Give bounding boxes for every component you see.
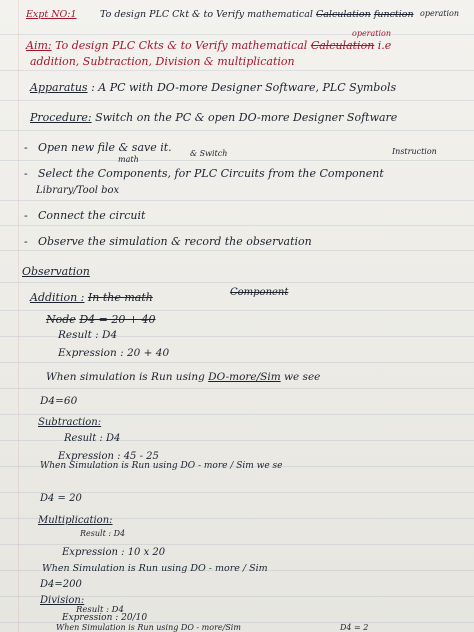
procedure-step-continued: Library/Tool box <box>36 185 120 196</box>
ruled-line <box>0 282 474 283</box>
margin-line <box>18 0 19 632</box>
procedure-step: - Observe the simulation & record the observation <box>24 235 312 248</box>
insert-switch: & Switch <box>190 149 228 158</box>
procedure-line: Procedure: Switch on the PC & open DO-more Designer Software <box>30 111 398 124</box>
insert-math: math <box>118 155 139 164</box>
addition-value: D4=60 <box>40 395 78 407</box>
addition-component: Component <box>230 287 289 298</box>
division-heading: Division: <box>40 595 85 606</box>
expt-number: Expt NO:1 <box>26 9 77 20</box>
struck-word: function <box>373 9 414 20</box>
addition-simulation: When simulation is Run using DO-more/Sim we see <box>46 371 321 383</box>
procedure-step: - Open new file & save it. <box>24 141 172 154</box>
multiplication-expression: Expression : 10 x 20 <box>62 547 166 558</box>
ruled-line <box>0 388 474 389</box>
ruled-line <box>0 362 474 363</box>
division-simulation: When Simulation is Run using DO - more/Sim <box>56 623 241 632</box>
struck-word: In the math <box>87 291 153 304</box>
subtraction-result: Result : D4 <box>64 433 121 444</box>
inserted-word-operation: operation <box>352 29 392 38</box>
ruled-line <box>0 70 474 71</box>
ruled-line <box>0 34 474 35</box>
addition-expression: Expression : 20 + 40 <box>58 347 170 359</box>
subtraction-simulation: When Simulation is Run using DO - more / Sim we se <box>40 461 283 471</box>
subtraction-heading: Subtraction: <box>38 417 102 428</box>
division-value: D4 = 2 <box>340 623 369 632</box>
ruled-line <box>0 160 474 161</box>
ruled-line <box>0 100 474 101</box>
multiplication-value: D4=200 <box>40 579 82 590</box>
subtraction-value: D4 = 20 <box>40 493 82 504</box>
aim-line: Aim: To design PLC Ckts & to Verify mathematical Calculation i.e <box>26 39 392 52</box>
struck-word: Calculation <box>315 9 371 20</box>
procedure-step: - Connect the circuit <box>24 209 146 222</box>
aim-line-2: addition, Subtraction, Division & multiplication <box>30 55 295 68</box>
subtraction-expression: Expression : 45 - 25 <box>58 451 159 462</box>
ruled-line <box>0 225 474 226</box>
struck-word: Calculation <box>310 39 375 52</box>
ruled-line <box>0 310 474 311</box>
division-expression: Expression : 20/10 <box>62 613 148 623</box>
apparatus-line: Apparatus : A PC with DO-more Designer Software, PLC Symbols <box>30 81 397 94</box>
ruled-line <box>0 414 474 415</box>
inserted-word-operation: operation <box>420 9 460 18</box>
ruled-line <box>0 130 474 131</box>
procedure-step: - Select the Components, for PLC Circuits from the Component <box>24 167 384 180</box>
addition-heading: Addition : In the math <box>30 291 153 304</box>
division-result: Result : D4 <box>76 605 124 615</box>
ruled-line <box>0 250 474 251</box>
addition-result: Result : D4 <box>58 329 118 341</box>
ruled-line <box>0 544 474 545</box>
ruled-line <box>0 200 474 201</box>
multiplication-heading: Multiplication: <box>38 515 113 526</box>
observation-heading: Observation <box>22 265 90 278</box>
addition-formula: Node D4 = 20 + 40 <box>46 313 156 326</box>
insert-instruction: Instruction <box>392 147 437 156</box>
multiplication-simulation: When Simulation is Run using DO - more / Sim <box>42 563 268 574</box>
multiplication-result: Result : D4 <box>80 529 126 538</box>
expt-title: To design PLC Ckt & to Verify mathematical Calculation function <box>100 9 414 20</box>
